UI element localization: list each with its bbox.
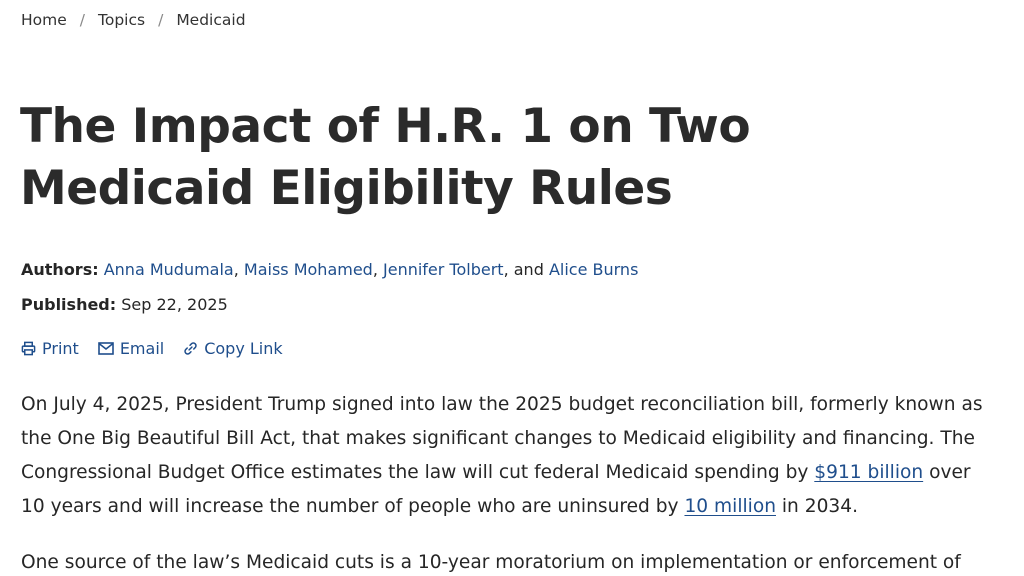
page-title: The Impact of H.R. 1 on Two Medicaid Eligibility Rules [20,99,751,216]
share-toolbar [21,339,302,358]
intro-paragraph [21,388,996,524]
print-button[interactable] [21,339,79,358]
print-label: Print [42,339,79,358]
authors-line [21,260,638,279]
published-date: Sep 22, 2025 [121,295,228,314]
link-icon [183,341,198,356]
author-link[interactable]: Jennifer Tolbert [383,260,504,279]
second-paragraph: One source of the law’s Medicaid cuts is a 10-year moratorium on implementation or enforcement of [21,552,961,573]
breadcrumb-separator: / [79,11,86,29]
breadcrumb-medicaid[interactable]: Medicaid [176,11,246,29]
published-label: Published: [21,295,117,314]
author-link[interactable]: Alice Burns [548,260,639,279]
authors-label: Authors: [21,260,99,279]
authors-conjunction: and [513,260,544,279]
email-label: Email [119,339,165,358]
author-link[interactable]: Anna Mudumala [103,260,234,279]
published-line [21,295,228,314]
comma: , [372,260,383,279]
paragraph-text: over 10 years and will increase the number of people who are uninsured by [21,462,971,517]
breadcrumb-topics[interactable]: Topics [98,11,146,29]
breadcrumb [21,9,246,31]
mail-icon [98,342,114,355]
spending-cut-link[interactable]: $911 billion [814,462,924,483]
paragraph-text: On July 4, 2025, President Trump signed into law the 2025 budget reconciliation bill, formerly known as the One Big Beautiful Bill Act, that makes significant changes to Medicaid eligibility and financing. The Congressional Budget Office estimates the law will cut federal Medicaid spending by [21,394,983,483]
copy-link-label: Copy Link [204,339,283,358]
comma: , [233,260,244,279]
author-link[interactable]: Maiss Mohamed [243,260,373,279]
email-button[interactable] [98,339,164,358]
breadcrumb-home[interactable]: Home [21,11,67,29]
uninsured-link[interactable]: 10 million [684,496,776,517]
paragraph-text: in 2034. [775,496,858,517]
copy-link-button[interactable] [183,339,282,358]
breadcrumb-separator: / [158,11,164,29]
comma: , [503,260,514,279]
printer-icon [21,341,36,356]
